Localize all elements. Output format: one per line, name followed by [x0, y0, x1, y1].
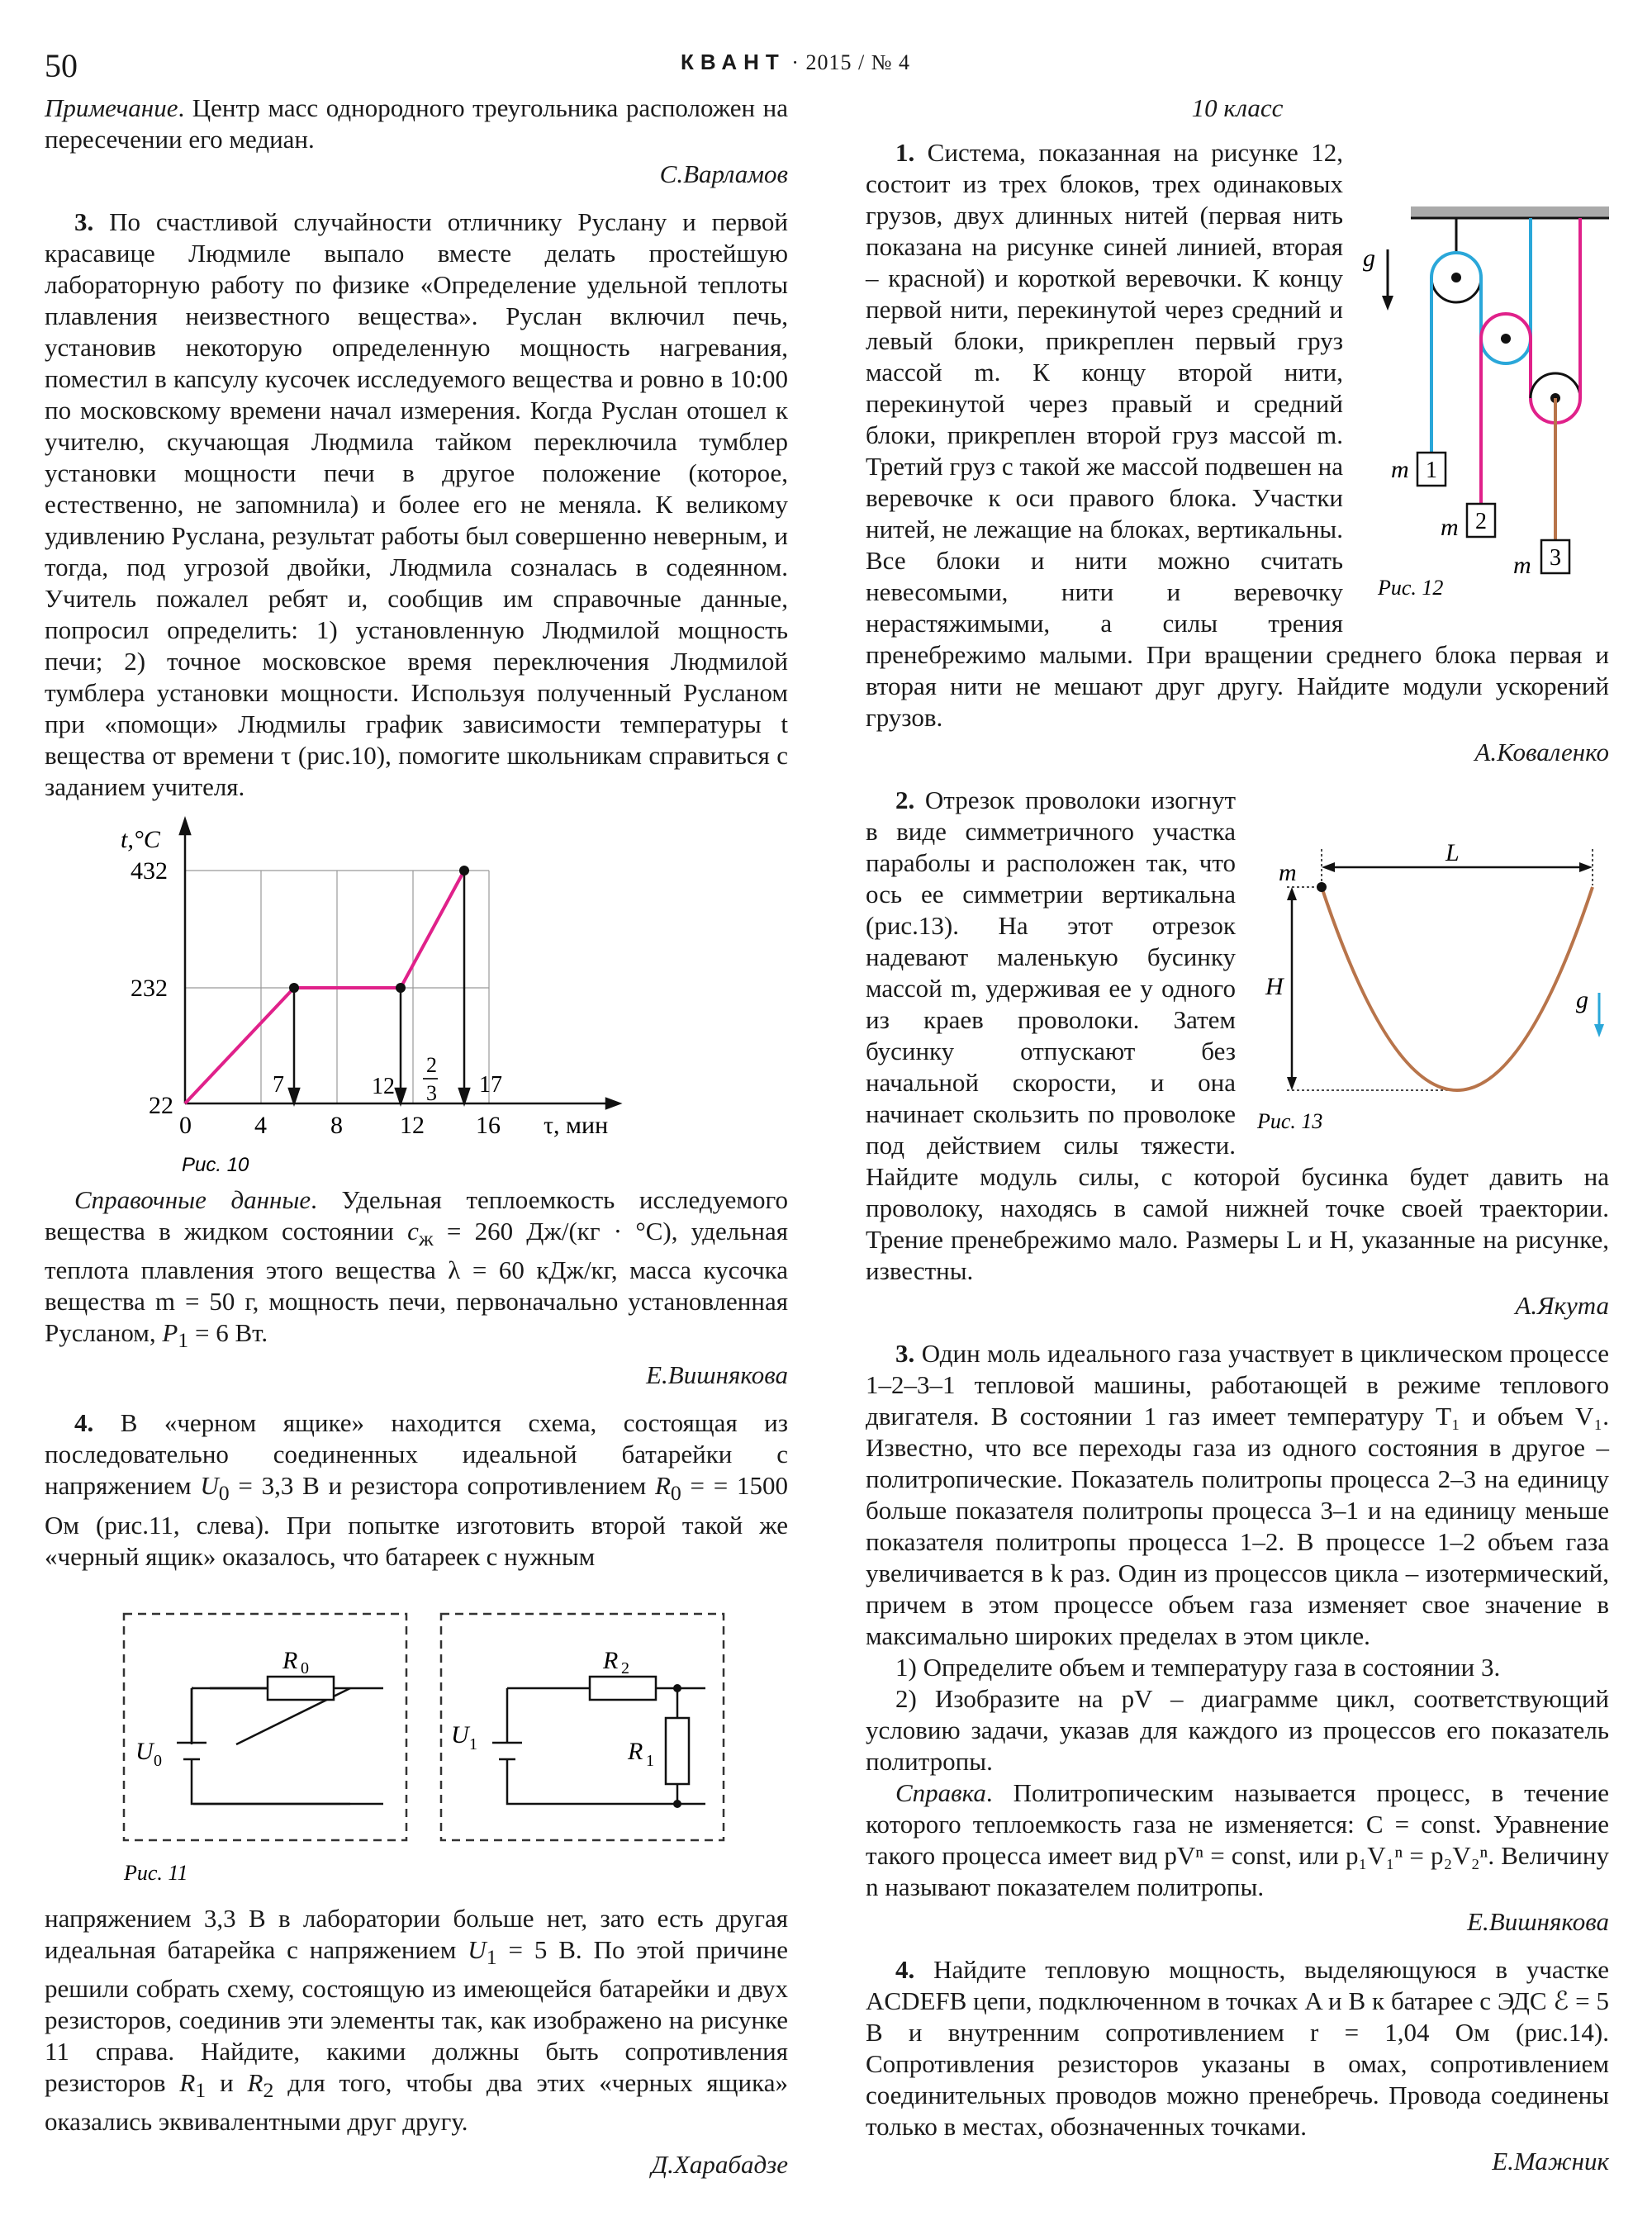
x-tick-12: 12	[400, 1112, 425, 1139]
problem-4-text	[45, 1407, 788, 1572]
var-u0-sub: 0	[218, 1481, 230, 1506]
label-u0: U	[135, 1737, 154, 1765]
var-r0-sub: 0	[670, 1481, 681, 1506]
weight-2-label: 2	[1475, 509, 1487, 534]
note-paragraph	[45, 93, 788, 155]
var-p: P	[162, 1318, 178, 1348]
label-r2-sub: 2	[621, 1658, 629, 1677]
var-u1-sub: 1	[486, 1944, 497, 1969]
weight-2-mass: m	[1441, 514, 1459, 541]
figure-13-caption: Рис. 13	[1257, 1109, 1323, 1133]
right-column	[866, 93, 1609, 2177]
reference-label: Справочные данные	[74, 1185, 311, 1214]
mark-17: 17	[479, 1072, 502, 1098]
var-c: c	[407, 1217, 419, 1246]
wire-curve	[1322, 887, 1593, 1090]
problem-3-number: 3.	[74, 207, 94, 236]
signature-mazhnik: Е.Мажник	[1492, 2147, 1609, 2176]
conj-and: и	[206, 2067, 248, 2097]
label-mass: m	[1279, 859, 1297, 886]
signature-varlamov: С.Варламов	[659, 159, 788, 188]
reference-text-3: , масса кусочка вещества	[45, 1255, 789, 1317]
var-p-sub: 1	[178, 1328, 189, 1353]
reference-text-1: . Удельная теплоемкость исследуемого вещества в жидком состоянии	[45, 1185, 788, 1246]
note-label: Примечание	[45, 93, 178, 122]
value-mass: m = 50 г	[154, 1287, 253, 1317]
x-tick-0: 0	[179, 1112, 192, 1139]
q1-body: Система, показанная на рисунке 12, состоит из трех блоков, трех одинаковых грузов, двух длинных нитей (первая нить показана на рисунке синей линией, вторая – красной) и короткой веревочки. К концу первой нити, перекинутой через средний и левый блоки, прикреплен первый груз массой m. К концу второй нити, перекинутой через правый и средний блоки, прикреплен второй груз массой m. Третий груз с такой же массой подвешен на веревочке к оси правого блока. Участки нитей, не лежащие на блоках, вертикальны. Все блоки и нити можно считать невесомыми, нити и веревочку нерастяжимыми, а силы трения пренебрежимо малыми. При вращении среднего блока первая и вторая нити не мешают друг другу. Найдите модули ускорений грузов.	[866, 138, 1609, 732]
figure-12	[1361, 202, 1609, 636]
graph-temperature-time	[119, 814, 697, 1178]
problem-3-text	[45, 206, 788, 803]
weight-1-mass: m	[1391, 456, 1409, 483]
q4-number: 4.	[895, 1955, 915, 1984]
value-lambda: λ = 60 кДж/кг	[448, 1255, 611, 1285]
mark-frac-num: 2	[426, 1053, 437, 1077]
label-r2: R	[603, 1646, 619, 1674]
label-u1-sub: 1	[469, 1734, 477, 1753]
gravity-label-13: g	[1576, 986, 1588, 1013]
parabola-wire	[1254, 841, 1609, 1153]
value-c: = 260 Дж/(кг · °С)	[433, 1217, 672, 1246]
value-power: = 6 Вт.	[188, 1318, 268, 1348]
q3-reference-text: . Политропическим называется процесс, в течение которого теплоемкость газа не изменяется: C = const. Уравнение такого процесса имеет вид pVⁿ = const, или p₁V₁ⁿ = p₂V₂ⁿ. Величину n называют показателем политропы.	[866, 1778, 1609, 1901]
problem-4-cont-2: = 5 В. По этой причине решили собрать схему, состоящую из имеющейся батарейки и двух резисторов, соединив эти элементы так, как изображено на рисунке 11 справа. Найдите, какими должны быть сопротивления резисторов	[45, 1934, 788, 2097]
label-r0-sub: 0	[301, 1658, 309, 1677]
problem-4-body-3: = = 1500 Ом (рис.11, слева). При попытке изготовить второй такой же «черный ящик» оказалось, что батареек с нужным	[45, 1471, 788, 1571]
var-r0: R	[654, 1471, 671, 1501]
bead	[1317, 882, 1327, 892]
page-number: 50	[45, 47, 78, 84]
label-r1-sub: 1	[646, 1751, 654, 1770]
black-box-left	[124, 1614, 406, 1840]
var-r1-sub: 1	[195, 2077, 206, 2102]
x-tick-16: 16	[476, 1112, 501, 1139]
figure-12-caption: Рис. 12	[1378, 576, 1444, 600]
q3-item-1: 1) Определите объем и температуру газа в состоянии 3.	[895, 1653, 1501, 1682]
figure-10-caption: Рис. 10	[182, 1154, 249, 1176]
x-tick-8: 8	[330, 1112, 343, 1139]
x-axis-label: τ, мин	[544, 1112, 609, 1139]
right-circuit	[492, 1677, 705, 1804]
y-axis-label: t,°C	[121, 826, 160, 853]
weight-3-label: 3	[1550, 545, 1561, 571]
x-tick-4: 4	[254, 1112, 267, 1139]
var-c-sub: ж	[418, 1227, 434, 1251]
class-title: 10 класс	[1191, 93, 1284, 122]
label-r0: R	[282, 1646, 298, 1674]
mark-7: 7	[273, 1072, 284, 1098]
circuit-diagram	[45, 1597, 788, 1895]
mark-frac-den: 3	[426, 1081, 437, 1105]
q4-body: Найдите тепловую мощность, выделяющуюся в участке ACDEFB цепи, подключенном в точках A и B к батарее с ЭДС ℰ = 5 В и внутренним сопротивлением r = 1,04 Ом (рис.14). Сопротивления резисторов указаны в омах, сопротивлением соединительных проводов можно пренебречь. Провода соединены только в местах, обозначенных точками.	[866, 1955, 1609, 2141]
y-tick-22: 22	[149, 1092, 173, 1119]
journal-issue: 2015 / № 4	[805, 50, 910, 74]
reference-text-2: , удельная теплота плавления этого вещества	[45, 1217, 788, 1285]
mark-12: 12	[372, 1074, 395, 1099]
temperature-curve	[185, 871, 464, 1103]
ceiling	[1411, 206, 1609, 218]
q4-text	[866, 1954, 1609, 2142]
var-r2: R	[247, 2067, 263, 2097]
figure-10	[119, 814, 788, 1178]
signature-vishnyakova-2: Е.Вишнякова	[1467, 1907, 1609, 1936]
var-r2-sub: 2	[263, 2077, 274, 2102]
journal-separator: ·	[791, 50, 800, 74]
problem-4-cont-1: напряжением 3,3 В в лаборатории больше нет, зато есть другая идеальная батарейка с напряжением	[45, 1903, 788, 1964]
y-tick-232: 232	[131, 975, 168, 1002]
problem-4-cont-3: для того, чтобы два этих «черных ящика» оказались эквивалентными друг другу.	[45, 2067, 788, 2136]
problem-4-body-1: В «черном ящике» находится схема, состоящая из последовательно соединенных идеальной батарейки с напряжением	[45, 1408, 788, 1501]
problem-4-body-2: = 3,3 В и резистора сопротивлением	[229, 1471, 655, 1501]
label-u1: U	[451, 1720, 469, 1749]
q2-number: 2.	[895, 785, 915, 814]
q1-number: 1.	[895, 138, 915, 167]
reference-data	[45, 1184, 788, 1356]
q3-number: 3.	[895, 1339, 915, 1368]
q3-text	[866, 1338, 1609, 1652]
figure-11-caption: Рис. 11	[124, 1860, 188, 1885]
gravity-label: g	[1363, 244, 1375, 272]
note-text: . Центр масс однородного треугольника расположен на пересечении его медиан.	[45, 93, 788, 154]
problem-3-body: По счастливой случайности отличнику Руслану и первой красавице Людмиле выпало вместе делать простейшую лабораторную работу по физике «Определение удельной теплоты плавления неизвестного вещества». Руслан включил печь, установив некоторую определенную мощность нагревания, поместил в капсулу кусочек исследуемого вещества и ровно в 10:00 по московскому времени начал измерения. Когда Руслан отошел к учителю, скучающая Людмила тайком переключила тумблер установки мощности печи в другое положение (которое, естественно, не запомнила) и более его не меняла. К великому удивлению Руслана, результат работы был совершенно неверным, и тогда, под угрозой двойки, Людмила созналась в содеянном. Учитель пожалел ребят и, сообщив им справочные данные, попросил определить: 1) установленную Людмилой мощность печи; 2) точное московское время переключения Людмилой тумблера установки мощности. Используя полученный Русланом при «помощи» Людмилы график зависимости температуры t вещества от времени τ (рис.10), помогите школьникам справиться с заданием учителя.	[45, 207, 788, 801]
weight-1-label: 1	[1426, 458, 1437, 483]
left-column	[45, 93, 788, 2197]
signature-yakuta: А.Якута	[1515, 1291, 1609, 1320]
journal-name: КВАНТ	[681, 50, 786, 74]
q3-reference-label: Справка	[895, 1778, 986, 1807]
signature-kharabadze: Д.Харабадзе	[651, 2149, 788, 2179]
weight-3-mass: m	[1513, 552, 1531, 579]
signature-vishnyakova: Е.Вишнякова	[646, 1360, 788, 1390]
signature-kovalenko: А.Коваленко	[1474, 738, 1609, 766]
label-r1: R	[628, 1737, 643, 1765]
reference-text-4: , мощность печи, первоначально установленная Русланом,	[45, 1287, 788, 1348]
label-L: L	[1446, 841, 1460, 866]
q3-body: Один моль идеального газа участвует в циклическом процессе 1–2–3–1 тепловой машины, работающей в режиме теплового двигателя. В состоянии 1 газ имеет температуру T₁ и объем V₁. Известно, что все переходы газа из одного состояния в другое – политропические. Показатель политропы процесса 2–3 на единицу больше показателя политропы процесса 3–1 и на единицу меньше показателя политропы процесса 1–2. В процессе 1–2 объем газа увеличивается в k раз. Один из процессов цикла – изотермический, причем в этом процессе объем газа изменяет свое значение в максимально широких пределах в этом цикле.	[866, 1339, 1609, 1650]
journal-header	[681, 50, 910, 75]
var-u0: U	[200, 1471, 219, 1501]
label-H: H	[1265, 973, 1284, 1000]
q3-item-2: 2) Изобразите на pV – диаграмме цикл, соответствующий условию задачи, указав для каждого из процессов его показатель политропы.	[866, 1684, 1609, 1776]
figure-11	[45, 1597, 788, 1895]
var-r1: R	[179, 2067, 196, 2097]
pulley-system	[1361, 202, 1609, 636]
var-u1: U	[468, 1934, 487, 1964]
y-tick-432: 432	[131, 857, 168, 885]
figure-13	[1254, 841, 1609, 1153]
problem-4-continued	[45, 1903, 788, 2138]
problem-4-number: 4.	[74, 1408, 94, 1438]
q2-body: Отрезок проволоки изогнут в виде симметричного участка параболы и расположен так, что ось ее симметрии вертикальна (рис.13). На этот отрезок надевают маленькую бусинку массой m, удерживая ее у одного из краев проволоки. Затем бусинку отпускают без начальной скорости, и она начинает скользить по проволоке под действием силы тяжести. Найдите модуль силы, с которой бусинка будет давить на проволоку, находясь в самой нижней точке своей траектории. Трение пренебрежимо мало. Размеры L и H, указанные на рисунке, известны.	[866, 785, 1609, 1285]
q3-reference	[866, 1777, 1609, 1903]
label-u0-sub: 0	[154, 1751, 162, 1770]
